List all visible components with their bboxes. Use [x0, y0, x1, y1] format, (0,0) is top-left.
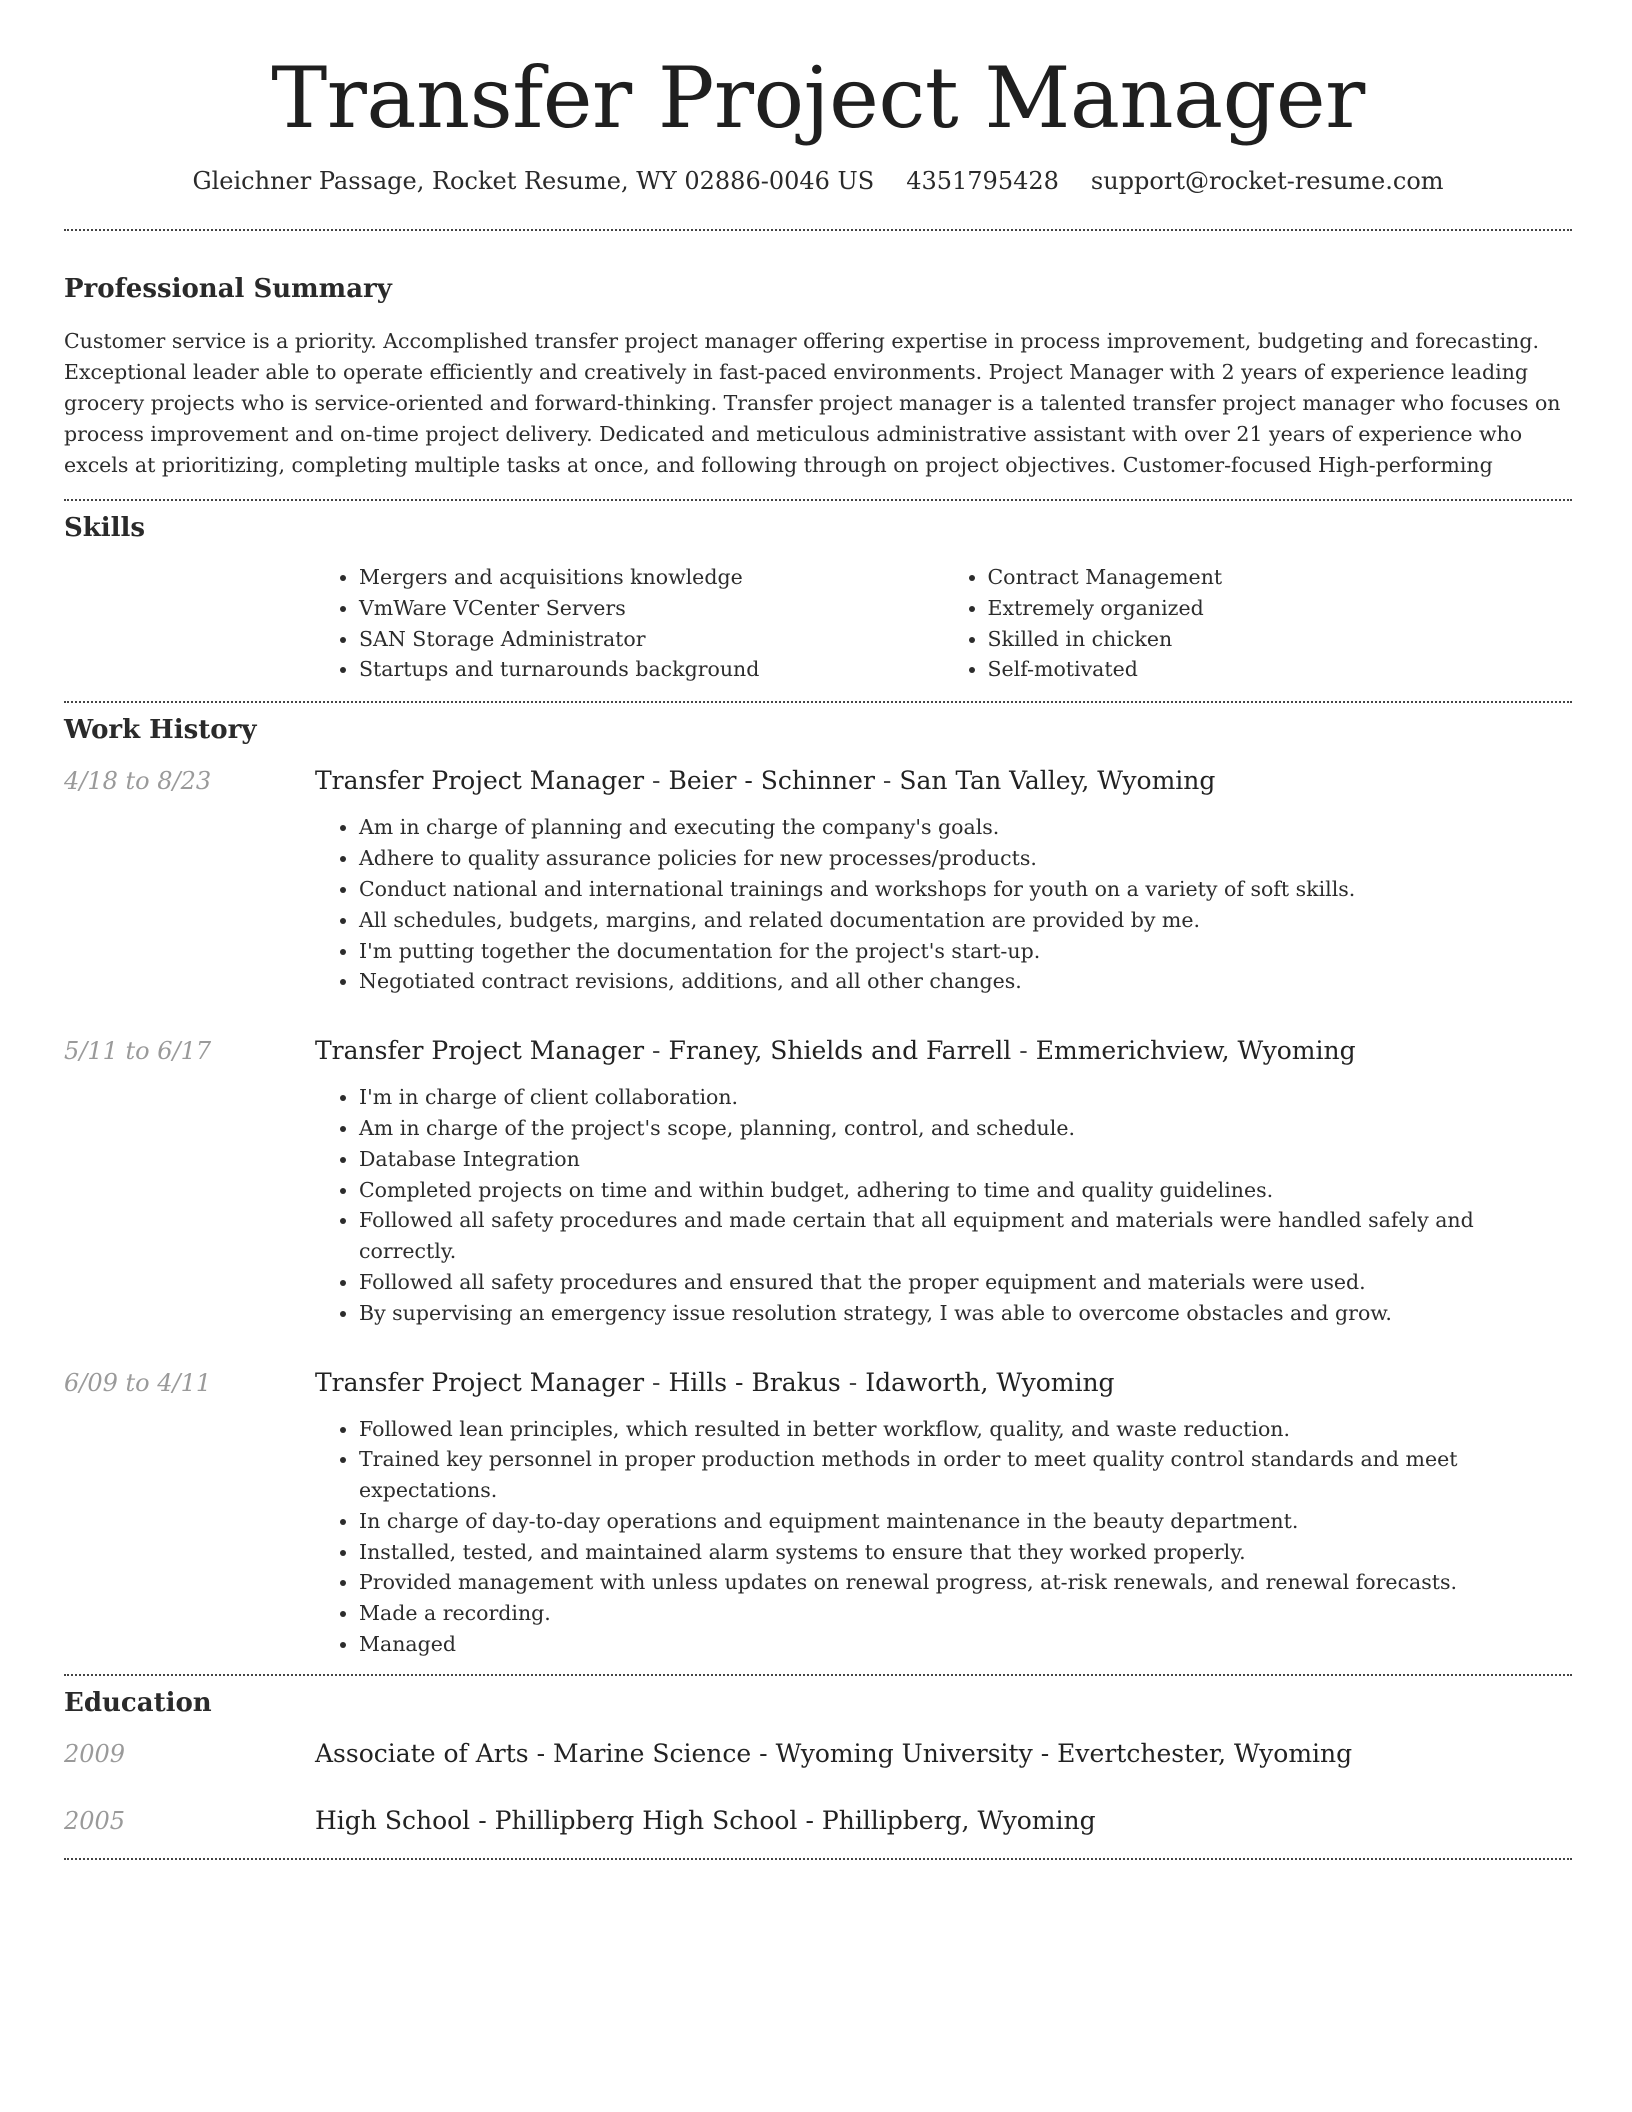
separator: -	[882, 766, 892, 796]
section-title-summary: Professional Summary	[64, 273, 392, 304]
email-text: support@rocket-resume.com	[1090, 166, 1444, 195]
job-title-line	[315, 766, 1572, 796]
job-dates: 6/09 to 4/11	[64, 1368, 212, 1397]
job-company: Hills - Brakus	[668, 1367, 841, 1397]
job-bullet: • All schedules, budgets, margins, and related documentation are provided by me.	[359, 905, 1572, 936]
job-bullets	[315, 1082, 1572, 1328]
education-school: Wyoming University	[775, 1739, 1033, 1769]
skills-list-left	[315, 562, 944, 685]
separator: -	[478, 1806, 487, 1836]
summary-text: Customer service is a priority. Accomplished transfer project manager offering expertise in process improvement, budgeting and forecasting. Exceptional leader able to operate efficiently and creatively in fast-paced environments. Project Manager with 2 years of experience leading grocery projects who is service-oriented and forward-thinking. Transfer project manager is a talented transfer project manager who focuses on process improvement and on-time project delivery. Dedicated and meticulous administrative assistant with over 21 years of experience who excels at prioritizing, completing multiple tasks at once, and following through on project objectives. Customer-focused High-performing	[64, 328, 1561, 477]
job-body	[315, 766, 1572, 997]
job-bullet: • Am in charge of the project's scope, planning, control, and schedule.	[359, 1113, 1572, 1144]
phone-text: 4351795428	[906, 166, 1059, 195]
job-bullet: • Trained key personnel in proper production methods in order to meet quality control standards and meet expectations.	[359, 1444, 1572, 1506]
divider	[64, 1858, 1572, 1860]
job-title-line	[315, 1036, 1572, 1066]
skill-item: • Mergers and acquisitions knowledge	[359, 562, 944, 593]
job-bullet: • Database Integration	[359, 1144, 1572, 1175]
job-bullet: • Conduct national and international trainings and workshops for youth on a variety of soft skills.	[359, 874, 1572, 905]
skill-item: • VmWare VCenter Servers	[359, 593, 944, 624]
skill-item: • Extremely organized	[988, 593, 1573, 624]
job-bullet: • I'm putting together the documentation for the project's start-up.	[359, 936, 1572, 967]
job-company: Franey, Shields and Farrell	[668, 1036, 1012, 1066]
resume-page	[64, 0, 1572, 1860]
job-bullet: • Followed all safety procedures and ensured that the proper equipment and materials were used.	[359, 1267, 1572, 1298]
education-entry	[64, 1739, 1572, 1769]
contact-line	[64, 167, 1572, 195]
job-role: Transfer Project Manager	[315, 1367, 645, 1397]
job-bullet: • Am in charge of planning and executing the company's goals.	[359, 812, 1572, 843]
education-degree: High School	[315, 1806, 471, 1836]
education-year: 2005	[64, 1807, 126, 1836]
skill-item: • Skilled in chicken	[988, 624, 1573, 655]
skill-item: • SAN Storage Administrator	[359, 624, 944, 655]
job-entry	[64, 766, 1572, 997]
section-title-skills: Skills	[64, 512, 146, 543]
job-bullets	[315, 812, 1572, 997]
job-location: Emmerichview, Wyoming	[1035, 1036, 1356, 1066]
job-bullets	[315, 1414, 1572, 1660]
separator: -	[848, 1367, 858, 1397]
separator: -	[759, 1739, 768, 1769]
separator: -	[652, 1036, 661, 1066]
separator: -	[1019, 1036, 1028, 1066]
job-bullet: • In charge of day-to-day operations and equipment maintenance in the beauty department.	[359, 1506, 1572, 1537]
job-bullet: • I'm in charge of client collaboration.	[359, 1082, 1572, 1113]
job-body	[315, 1368, 1572, 1660]
job-bullet: • Adhere to quality assurance policies for new processes/products.	[359, 843, 1572, 874]
job-dates: 5/11 to 6/17	[64, 1037, 212, 1066]
job-entry	[64, 1368, 1572, 1660]
skills-grid	[315, 562, 1572, 685]
skill-item: • Self-motivated	[988, 654, 1573, 685]
job-bullet: • Followed all safety procedures and made certain that all equipment and materials were handled safely and correctly.	[359, 1205, 1572, 1267]
skill-item: • Startups and turnarounds background	[359, 654, 944, 685]
separator: -	[1040, 1739, 1050, 1769]
skill-item: • Contract Management	[988, 562, 1573, 593]
education-entry	[64, 1806, 1572, 1836]
education-title-line	[315, 1806, 1096, 1836]
education-field: Marine Science	[553, 1739, 752, 1769]
address-text: Gleichner Passage, Rocket Resume, WY 02886-0046 US	[192, 166, 875, 195]
section-title-work: Work History	[64, 715, 257, 746]
education-title-line	[315, 1739, 1352, 1769]
job-location: San Tan Valley, Wyoming	[899, 766, 1216, 796]
job-title-line	[315, 1368, 1572, 1398]
job-bullet: • By supervising an emergency issue resolution strategy, I was able to overcome obstacles and grow.	[359, 1298, 1572, 1329]
job-bullet: • Made a recording.	[359, 1598, 1572, 1629]
job-body	[315, 1036, 1572, 1328]
job-entry	[64, 1036, 1572, 1328]
separator: -	[652, 1367, 661, 1397]
separator: -	[652, 766, 661, 796]
education-location: Evertchester, Wyoming	[1057, 1739, 1353, 1769]
job-bullet: • Installed, tested, and maintained alarm systems to ensure that they worked properly.	[359, 1537, 1572, 1568]
education-section	[64, 1676, 1572, 1836]
education-location: Phillipberg, Wyoming	[821, 1806, 1096, 1836]
job-bullet: • Provided management with unless updates on renewal progress, at-risk renewals, and renewal forecasts.	[359, 1567, 1572, 1598]
job-role: Transfer Project Manager	[315, 1036, 645, 1066]
education-school: Phillipberg High School	[494, 1806, 798, 1836]
separator: -	[805, 1806, 814, 1836]
separator: -	[536, 1739, 546, 1769]
job-role: Transfer Project Manager	[315, 766, 645, 796]
job-location: Idaworth, Wyoming	[865, 1367, 1115, 1397]
job-bullet: • Negotiated contract revisions, additions, and all other changes.	[359, 966, 1572, 997]
education-degree: Associate of Arts	[315, 1739, 529, 1769]
job-dates: 4/18 to 8/23	[64, 767, 212, 796]
summary-section	[64, 231, 1572, 481]
work-section	[64, 703, 1572, 1660]
section-title-education: Education	[64, 1687, 212, 1718]
job-company: Beier - Schinner	[668, 766, 875, 796]
candidate-name: Transfer Project Manager	[271, 49, 1365, 147]
skills-section	[64, 501, 1572, 685]
job-bullet: • Completed projects on time and within budget, adhering to time and quality guidelines.	[359, 1175, 1572, 1206]
job-bullet: • Managed	[359, 1629, 1572, 1660]
job-bullet: • Followed lean principles, which resulted in better workflow, quality, and waste reduction.	[359, 1414, 1572, 1445]
education-year: 2009	[64, 1740, 126, 1769]
skills-list-right	[944, 562, 1573, 685]
